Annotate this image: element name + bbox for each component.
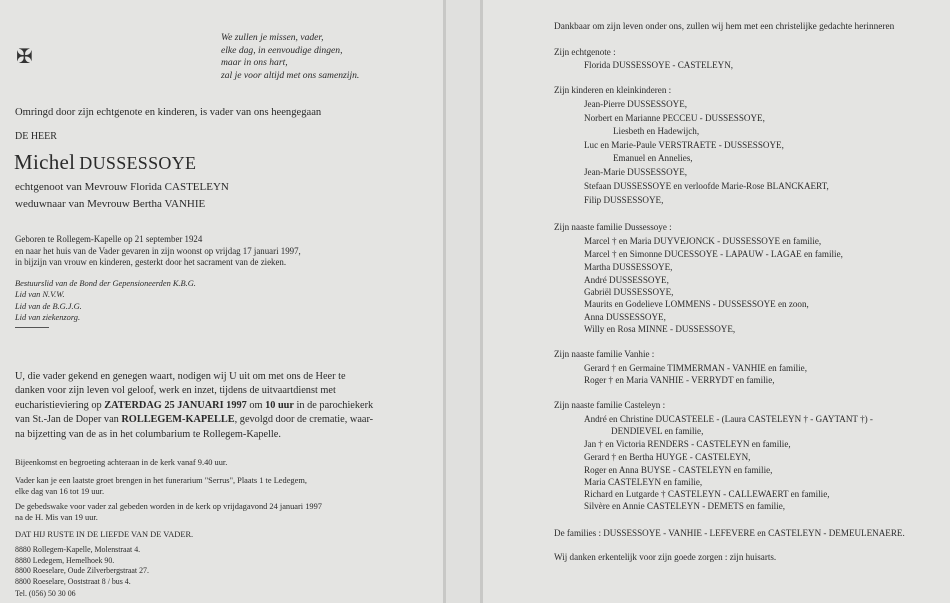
invitation	[15, 370, 373, 442]
last-name: DUSSESSOYE	[79, 153, 197, 173]
invite-line: danken voor zijn leven vol geloof, werk en inzet, tijdens de uitvaartdienst met	[15, 385, 336, 397]
wake-line: na de H. Mis van 19 uur.	[15, 513, 98, 523]
wake-info	[15, 501, 322, 524]
addresses	[15, 545, 149, 600]
list-item: Marcel † en Simonne DUCESSOYE - LAPAUW - LAGAE en familie,	[584, 249, 843, 259]
birth-line: en naar het huis van de Vader gevaren in zijn woonst op vrijdag 17 januari 1997,	[15, 245, 301, 256]
poem	[221, 32, 359, 82]
poem-line: zal je voor altijd met ons samenzijn.	[221, 69, 360, 81]
thanks-line: Wij danken erkentelijk voor zijn goede zorgen : zijn huisarts.	[554, 552, 777, 562]
address-line: 8800 Roeselare, Ooststraat 8 / bus 4.	[15, 576, 131, 586]
memberships	[15, 278, 196, 324]
membership-line: Lid van ziekenzorg.	[15, 313, 81, 323]
list-item: Silvère en Annie CASTELEYN - DEMETS en familie,	[584, 501, 786, 511]
birth-death-info	[15, 234, 301, 269]
address-line: 8800 Roeselare, Oude Zilverbergstraat 27.	[15, 566, 149, 576]
funeral-time: 10 uur	[265, 399, 294, 411]
list-item: Maria CASTELEYN en familie,	[584, 477, 703, 487]
gathering-info: Bijeenkomst en begroeting achteraan in de kerk vanaf 9.40 uur.	[15, 458, 228, 467]
membership-line: Bestuurslid van de Bond der Gepensioneerden K.B.G.	[15, 279, 196, 288]
title-text: DE HEER	[15, 131, 57, 142]
spouse-name: Florida DUSSESSOYE - CASTELEYN,	[584, 60, 734, 70]
membership-line: Lid van N.V.W.	[15, 290, 65, 300]
poem-line: elke dag, in eenvoudige dingen,	[221, 44, 343, 56]
casteleyn-label: Zijn naaste familie Casteleyn :	[554, 400, 666, 410]
spouse-line: echtgenoot van Mevrouw Florida CASTELEYN	[15, 181, 229, 193]
list-item: Norbert en Marianne PECCEU - DUSSESSOYE,	[584, 113, 765, 123]
birth-line: Geboren te Rollegem-Kapelle op 21 september 1924	[15, 234, 203, 244]
membership-line: Lid van de B.G.J.G.	[15, 301, 82, 311]
list-item: Jean-Marie DUSSESSOYE,	[584, 167, 688, 177]
list-item: Anna DUSSESSOYE,	[584, 312, 666, 322]
list-item: André DUSSESSOYE,	[584, 275, 669, 285]
spouse-line: weduwnaar van Mevrouw Bertha VANHIE	[15, 198, 206, 210]
dussessoye-label: Zijn naaste familie Dussessoye :	[554, 222, 672, 232]
address-line: 8880 Rollegem-Kapelle, Molenstraat 4.	[15, 545, 141, 554]
list-item: Jan † en Victoria RENDERS - CASTELEYN en familie,	[584, 439, 791, 449]
address-line: 8880 Ledegem, Hemelhoek 90.	[15, 555, 115, 565]
list-item: Emanuel en Annelies,	[613, 153, 693, 163]
list-item: Roger en Anna BUYSE - CASTELEYN en familie,	[584, 465, 773, 475]
list-item: Martha DUSSESSOYE,	[584, 262, 673, 272]
list-item: Luc en Marie-Paule VERSTRAETE - DUSSESSOYE,	[584, 140, 784, 150]
list-item: Richard en Lutgarde † CASTELEYN - CALLEWAERT en familie,	[584, 489, 830, 499]
invite-line	[15, 413, 373, 427]
list-item: Gerard † en Germaine TIMMERMAN - VANHIE en familie,	[584, 363, 807, 373]
list-item: Liesbeth en Hadewijch,	[613, 126, 700, 136]
invite-text: in de parochiekerk	[293, 399, 374, 411]
list-item: DENDIEVEL en familie,	[611, 426, 704, 436]
funeral-date: ZATERDAG 25 JANUARI 1997	[104, 399, 247, 411]
list-item: Willy en Rosa MINNE - DUSSESSOYE,	[584, 324, 736, 334]
cross-icon: ✠	[16, 46, 33, 68]
list-item: Jean-Pierre DUSSESSOYE,	[584, 99, 688, 109]
funeral-home-line: Vader kan je een laatste groet brengen in het funerarium "Serrus", Plaats 1 te Ledegem,	[15, 476, 307, 485]
list-item: Stefaan DUSSESSOYE en verloofde Marie-Rose BLANCKAERT,	[584, 181, 829, 191]
funeral-place: ROLLEGEM-KAPELLE	[121, 414, 235, 426]
families-line: De families : DUSSESSOYE - VANHIE - LEFEVERE en CASTELEYN - DEMEULENAERE.	[554, 528, 905, 538]
list-item: Maurits en Godelieve LOMMENS - DUSSESSOYE en zoon,	[584, 299, 809, 309]
spouse-info	[15, 179, 229, 213]
right-heading: Dankbaar om zijn leven onder ons, zullen wij hem met een christelijke gedachte herinneren	[554, 22, 895, 32]
invite-text: van St.-Jan de Doper van	[15, 414, 122, 426]
rip-text: DAT HIJ RUSTE IN DE LIEFDE VAN DE VADER.	[15, 530, 194, 539]
poem-line: We zullen je missen, vader,	[221, 32, 324, 43]
spouse-label: Zijn echtgenote :	[554, 47, 616, 57]
divider	[15, 327, 49, 328]
list-item: Filip DUSSESSOYE,	[584, 195, 664, 205]
invite-text: om	[246, 399, 266, 411]
list-item: Marcel † en Maria DUYVEJONCK - DUSSESSOYE en familie,	[584, 236, 822, 246]
deceased-name	[14, 150, 196, 177]
left-page	[0, 0, 443, 603]
right-page	[483, 0, 950, 603]
list-item: Roger † en Maria VANHIE - VERRYDT en familie,	[584, 375, 775, 385]
invite-text: , gevolgd door de crematie, waar-	[234, 414, 374, 426]
list-item: Gabriël DUSSESSOYE,	[584, 287, 674, 297]
list-item: Gerard † en Bertha HUYGE - CASTELEYN,	[584, 452, 751, 462]
poem-line: maar in ons hart,	[221, 57, 288, 69]
list-item: André en Christine DUCASTEELE - (Laura CASTELEYN † - GAYTANT †) -	[584, 414, 873, 424]
invite-line	[15, 399, 373, 413]
phone-number: Tel. (056) 50 30 06	[15, 589, 76, 599]
vanhie-label: Zijn naaste familie Vanhie :	[554, 349, 655, 359]
invite-line: na bijzetting van de as in het columbarium te Rollegem-Kapelle.	[15, 428, 281, 440]
invite-text: eucharistieviering op	[15, 399, 105, 411]
children-label: Zijn kinderen en kleinkinderen :	[554, 85, 672, 95]
funeral-home-line: elke dag van 16 tot 19 uur.	[15, 487, 105, 497]
first-name: Michel	[14, 150, 76, 174]
wake-line: De gebedswake voor vader zal gebeden worden in de kerk op vrijdagavond 24 januari 1997	[15, 502, 322, 511]
birth-line: in bijzijn van vrouw en kinderen, gesterkt door het sacrament van de zieken.	[15, 257, 287, 268]
page-gutter	[446, 0, 480, 603]
funeral-home-info	[15, 475, 307, 498]
invite-line: U, die vader gekend en genegen waart, nodigen wij U uit om met ons de Heer te	[15, 371, 346, 382]
intro-text: Omringd door zijn echtgenote en kinderen, is vader van ons heengegaan	[15, 107, 322, 118]
